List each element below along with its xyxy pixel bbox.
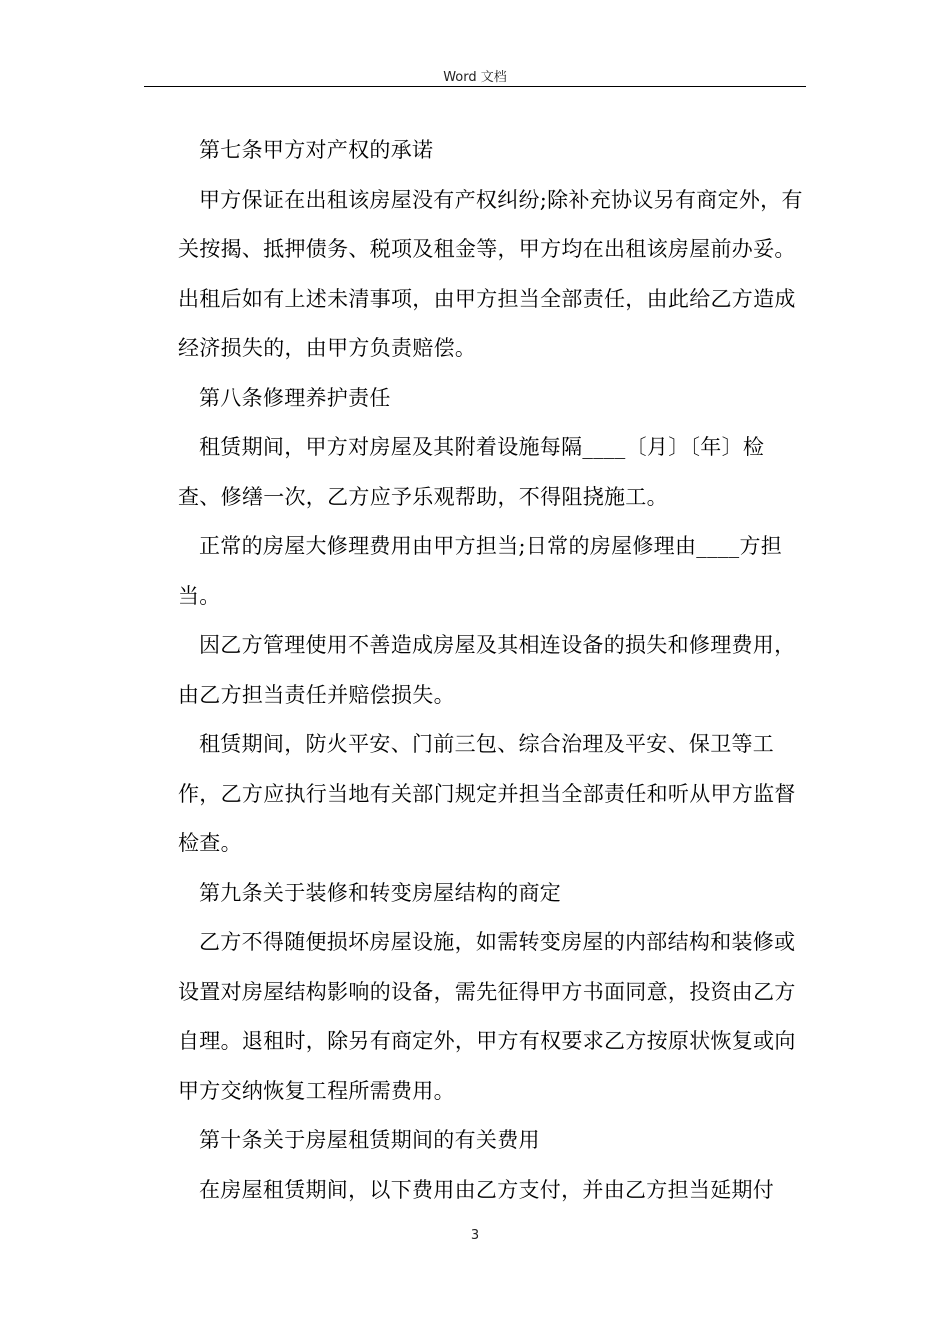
header-rule bbox=[144, 86, 806, 87]
page-header: Word 文档 bbox=[443, 70, 507, 85]
article-8-inspection: 租赁期间，甲方对房屋及其附着设施每隔____〔月〕〔年〕检查、修缮一次，乙方应予乐观帮助，不得阻挠施工。 bbox=[178, 435, 765, 509]
article-9-heading: 第九条关于装修和转变房屋结构的商定 bbox=[199, 880, 562, 905]
article-8-damage: 因乙方管理使用不善造成房屋及其相连设备的损失和修理费用，由乙方担当责任并赔偿损失。 bbox=[178, 633, 796, 707]
article-7-text: 甲方保证在出租该房屋没有产权纠纷;除补充协议另有商定外，有关按揭、抵押债务、税项及租金等，甲方均在出租该房屋前办妥。出租后如有上述未清事项，由甲方担当全部责任，由此给乙方造成经济损失的，由甲方负责赔偿。 bbox=[178, 187, 803, 360]
article-7-heading: 第七条甲方对产权的承诺 bbox=[199, 138, 434, 162]
article-8-safety: 租赁期间，防火平安、门前三包、综合治理及平安、保卫等工作，乙方应执行当地有关部门规定并担当全部责任和听从甲方监督检查。 bbox=[178, 732, 796, 855]
page-number: 3 bbox=[470, 1228, 480, 1243]
document-body bbox=[178, 126, 806, 1215]
article-9-text: 乙方不得随便损坏房屋设施，如需转变房屋的内部结构和装修或设置对房屋结构影响的设备，需先征得甲方书面同意，投资由乙方自理。退租时，除另有商定外，甲方有权要求乙方按原状恢复或向甲方交纳恢复工程所需费用。 bbox=[178, 930, 796, 1103]
article-8-repair-cost: 正常的房屋大修理费用由甲方担当;日常的房屋修理由____方担当。 bbox=[178, 534, 783, 608]
article-10-text: 在房屋租赁期间，以下费用由乙方支付，并由乙方担当延期付 bbox=[199, 1177, 775, 1202]
article-10-heading: 第十条关于房屋租赁期间的有关费用 bbox=[199, 1128, 540, 1152]
article-8-heading: 第八条修理养护责任 bbox=[199, 385, 391, 410]
